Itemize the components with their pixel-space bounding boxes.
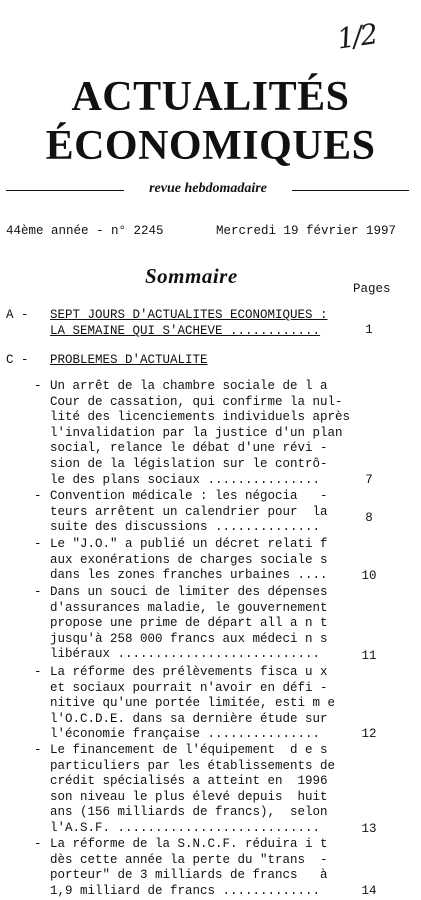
handwritten-page-note: 1/2 bbox=[334, 17, 379, 56]
masthead-title-line2: ÉCONOMIQUES bbox=[45, 123, 376, 169]
item-line: porteur" de 3 milliards de francs à bbox=[50, 868, 328, 883]
item-line: aux exonérations de charges sociale s bbox=[50, 552, 328, 567]
item-line: l'O.C.D.E. dans sa dernière étude sur bbox=[50, 711, 328, 726]
section-c-marker: C - bbox=[6, 353, 29, 367]
section-c-title: PROBLEMES D'ACTUALITE bbox=[50, 353, 208, 367]
masthead-subtitle: revue hebdomadaire bbox=[149, 181, 267, 196]
section-a-title-line1: SEPT JOURS D'ACTUALITES ECONOMIQUES : bbox=[50, 308, 328, 322]
item-line: propose une prime de départ all a n t bbox=[50, 616, 328, 631]
item-line: l'A.S.F. ........................... bbox=[50, 820, 321, 835]
masthead-rule-right bbox=[292, 190, 409, 191]
item-line: Cour de cassation, qui confirme la nul- bbox=[50, 394, 343, 409]
item-line: l'invalidation par la justice d'un plan bbox=[50, 425, 343, 440]
section-a-title-line2: LA SEMAINE QUI S'ACHEVE ............ bbox=[50, 324, 321, 338]
item-line: teurs arrêtent un calendrier pour la bbox=[50, 504, 328, 519]
item-dash: - bbox=[34, 743, 42, 757]
item-dash: - bbox=[34, 585, 42, 599]
item-line: social, relance le débat d'une révi - bbox=[50, 441, 328, 456]
item-line: 1,9 milliard de francs ............. bbox=[50, 883, 321, 898]
item-line: dans les zones franches urbaines .... bbox=[50, 568, 328, 583]
item-dash: - bbox=[34, 665, 42, 679]
item-page-number: 7 bbox=[365, 473, 373, 487]
item-page-number: 13 bbox=[361, 822, 377, 836]
item-page-number: 14 bbox=[361, 884, 377, 898]
item-line: La réforme de la S.N.C.F. réduira i t bbox=[50, 837, 328, 851]
item-line: le des plans sociaux ............... bbox=[50, 472, 321, 487]
item-line: dès cette année la perte du "trans - bbox=[50, 852, 328, 867]
item-dash: - bbox=[34, 837, 42, 851]
item-line: libéraux ........................... bbox=[50, 647, 321, 662]
item-line: suite des discussions .............. bbox=[50, 520, 321, 535]
item-line: particuliers par les établissements de bbox=[50, 758, 336, 773]
item-page-number: 8 bbox=[365, 511, 373, 525]
section-a-marker: A - bbox=[6, 308, 29, 322]
item-page-number: 10 bbox=[361, 569, 377, 583]
item-line: Le financement de l'équipement d e s bbox=[50, 743, 328, 757]
item-line: et sociaux pourrait n'avoir en défi - bbox=[50, 680, 328, 695]
item-line: ans (156 milliards de francs), selon bbox=[50, 805, 328, 820]
item-line: sion de la législation sur le contrô- bbox=[50, 456, 328, 471]
item-dash: - bbox=[34, 537, 42, 551]
issue-date: Mercredi 19 février 1997 bbox=[216, 224, 397, 238]
contents-heading: Sommaire bbox=[145, 264, 238, 288]
item-page-number: 11 bbox=[361, 649, 377, 663]
item-line: lité des licenciements individuels après bbox=[50, 410, 351, 425]
item-line: Le "J.O." a publié un décret relati f bbox=[50, 537, 328, 551]
item-line: son niveau le plus élevé depuis huit bbox=[50, 789, 328, 804]
pages-column-header: Pages bbox=[353, 282, 391, 296]
section-a-page: 1 bbox=[365, 323, 373, 337]
item-line: nitive qu'une portée limitée, esti m e bbox=[50, 696, 336, 711]
masthead-rule-left bbox=[6, 190, 124, 191]
item-page-number: 12 bbox=[361, 727, 377, 741]
item-line: Un arrêt de la chambre sociale de l a bbox=[50, 379, 328, 393]
issue-number: 44ème année - n° 2245 bbox=[6, 224, 164, 238]
item-line: l'économie française ............... bbox=[50, 727, 321, 742]
item-dash: - bbox=[34, 489, 42, 503]
item-line: La réforme des prélèvements fisca u x bbox=[50, 665, 328, 679]
item-line: crédit spécialisés a atteint en 1996 bbox=[50, 774, 328, 789]
item-line: Convention médicale : les négocia - bbox=[50, 489, 328, 503]
item-line: Dans un souci de limiter des dépenses bbox=[50, 585, 328, 599]
item-dash: - bbox=[34, 379, 42, 393]
item-line: d'assurances maladie, le gouvernement bbox=[50, 600, 328, 615]
masthead-title-line1: ACTUALITÉS bbox=[71, 74, 350, 120]
item-line: jusqu'à 258 000 francs aux médeci n s bbox=[50, 631, 328, 646]
